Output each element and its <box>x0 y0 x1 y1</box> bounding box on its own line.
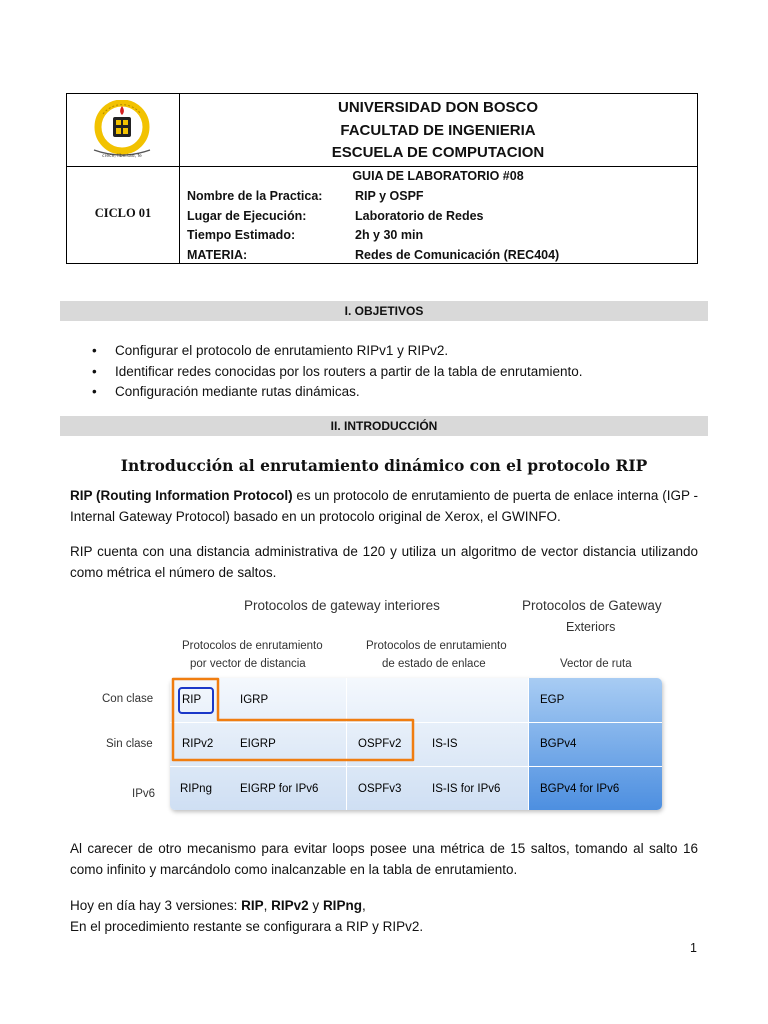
bold-term: RIPv2 <box>271 898 309 913</box>
protocol-cell: RIPv2 <box>182 738 214 750</box>
info-label: MATERIA: <box>187 247 248 262</box>
protocol-cell: OSPFv3 <box>358 783 402 795</box>
paragraph-text: es un protocolo de enrutamiento de puerta de enlace interna (IGP - Internal Gateway Protocol) basado en un protocolo original de Xerox, el GWINFO. <box>70 488 699 524</box>
protocol-cell: IS-IS for IPv6 <box>432 783 501 795</box>
svg-text:crece, libertad, fe: crece, libertad, fe <box>102 154 142 159</box>
figure-subheader-link-state: Protocolos de enrutamiento <box>366 640 507 652</box>
rip-highlight-box <box>178 687 214 714</box>
info-row <box>187 207 559 227</box>
paragraph-text: , <box>361 898 366 913</box>
info-value: RIP y OSPF <box>355 189 424 203</box>
protocol-cell: EIGRP <box>240 738 276 750</box>
info-label: Lugar de Ejecución: <box>187 208 307 223</box>
list-item: • Identificar redes conocidas por los routers a partir de la tabla de enrutamiento. <box>92 362 583 383</box>
paragraph: RIP cuenta con una distancia administrativa de 120 y utiliza un algoritmo de vector distancia utilizando como métrica el número de saltos. <box>70 544 698 580</box>
paragraph-text: Hoy en día hay 3 versiones: <box>70 898 242 913</box>
protocol-cell: EIGRP for IPv6 <box>240 783 319 795</box>
section-heading-introduccion: II. INTRODUCCIÓN <box>60 416 708 436</box>
faculty-name: FACULTAD DE INGENIERIA <box>340 121 536 139</box>
protocol-cell: BGPv4 <box>540 738 577 750</box>
paragraph <box>70 485 698 527</box>
table-divider <box>528 678 529 810</box>
protocol-cell: BGPv4 for IPv6 <box>540 783 620 795</box>
protocol-cell: RIPng <box>180 783 212 795</box>
info-label: Tiempo Estimado: <box>187 228 296 242</box>
ciclo-label: CICLO 01 <box>94 206 152 220</box>
paragraph-text: y <box>308 898 323 913</box>
info-label: Nombre de la Practica: <box>187 189 323 203</box>
paragraph-text: , <box>263 898 272 913</box>
table-divider <box>170 766 662 767</box>
figure-subheader-distance-vector: por vector de distancia <box>190 658 306 670</box>
university-name: UNIVERSIDAD DON BOSCO <box>337 99 539 116</box>
bold-term: RIPng <box>322 898 362 913</box>
practice-info <box>187 187 559 265</box>
paragraph <box>70 895 698 937</box>
figure-header-interior: Protocolos de gateway interiores <box>244 598 440 613</box>
figure-subheader-link-state: de estado de enlace <box>382 658 486 670</box>
paragraph-text: En el procedimiento restante se configurara a RIP y RIPv2. <box>70 919 424 934</box>
protocol-cell: OSPFv2 <box>358 738 402 750</box>
list-item: • Configuración mediante rutas dinámicas. <box>92 382 583 403</box>
intro-title: Introducción al enrutamiento dinámico con el protocolo RIP <box>120 456 648 475</box>
info-value: Laboratorio de Redes <box>355 208 484 223</box>
university-logo <box>89 100 155 160</box>
protocol-cell: IS-IS <box>432 738 458 750</box>
info-row <box>187 187 559 207</box>
info-row <box>187 226 559 246</box>
list-item: • Configurar el protocolo de enrutamiento RIPv1 y RIPv2. <box>92 341 583 362</box>
lab-guide-number: GUIA DE LABORATORIO #08 <box>352 169 524 183</box>
figure-header-exterior: Exteriors <box>566 620 616 634</box>
routing-protocols-figure <box>90 590 680 822</box>
bold-term: RIP <box>241 898 264 913</box>
objectives-list <box>92 341 583 403</box>
protocol-cell: RIP <box>182 694 202 706</box>
info-row <box>187 246 559 266</box>
institution-title <box>179 97 697 165</box>
row-label: Con clase <box>102 693 154 705</box>
protocol-cell: EGP <box>540 694 565 706</box>
figure-subheader-path-vector: Vector de ruta <box>560 658 632 670</box>
page-number: 1 <box>690 941 697 955</box>
figure-header-exterior: Protocolos de Gateway <box>522 598 662 613</box>
row-label: Sin clase <box>106 738 153 750</box>
info-value: Redes de Comunicación (REC404) <box>355 247 560 262</box>
school-name: ESCUELA DE COMPUTACION <box>331 144 545 161</box>
figure-subheader-distance-vector: Protocolos de enrutamiento <box>182 640 323 652</box>
header-table <box>66 93 698 264</box>
row-label: IPv6 <box>132 788 156 800</box>
bold-term: RIP (Routing Information Protocol) <box>70 488 293 503</box>
paragraph: Al carecer de otro mecanismo para evitar loops posee una métrica de 15 saltos, tomando al salto 16 como infinito y marcándolo como inalcanzable en la tabla de enrutamiento. <box>70 841 698 877</box>
protocol-cell: IGRP <box>240 694 269 706</box>
info-value: 2h y 30 min <box>355 228 424 242</box>
section-heading-objetivos: I. OBJETIVOS <box>60 301 708 321</box>
